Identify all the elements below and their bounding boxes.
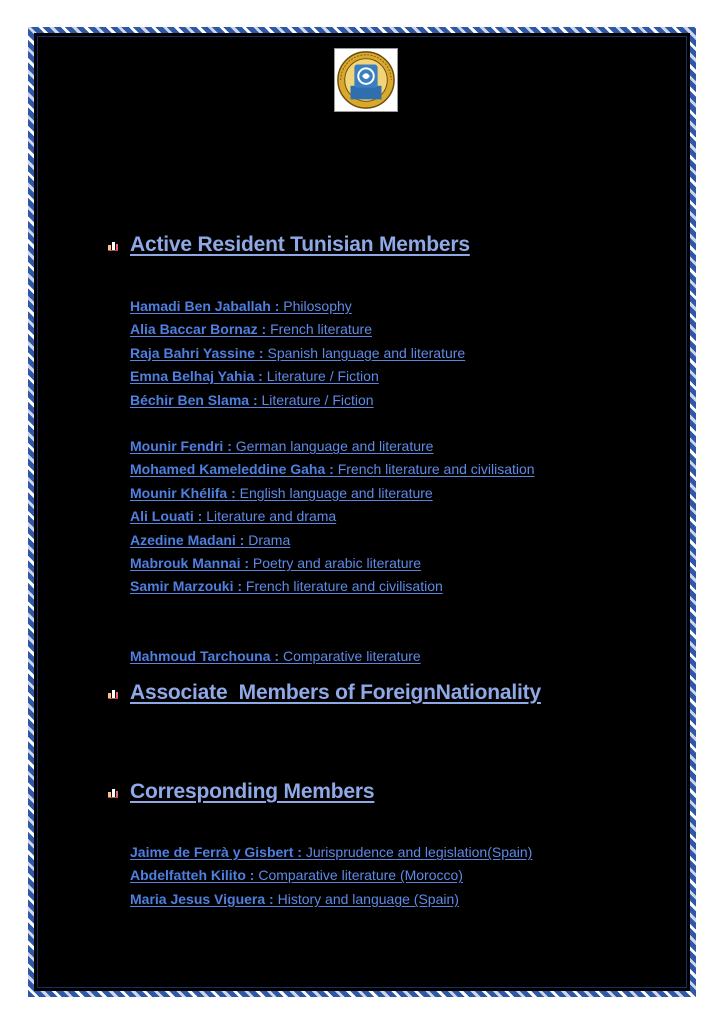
member-name: Samir Marzouki : — [130, 578, 243, 595]
member-field: Philosophy — [283, 298, 352, 314]
section-active-members — [106, 233, 470, 257]
corresponding-members-heading[interactable]: Corresponding Members — [130, 780, 375, 803]
member-name: Ali Louati : — [130, 508, 203, 525]
member-name: Mounir Fendri : — [130, 438, 232, 454]
member-name: Alia Baccar Bornaz : — [130, 321, 267, 338]
member-field: Comparative literature (Morocco) — [258, 867, 463, 884]
member-name: Béchir Ben Slama : — [130, 391, 258, 408]
academy-logo — [334, 48, 398, 112]
section-heading — [106, 233, 470, 257]
member-item[interactable] — [130, 389, 465, 412]
section-heading — [106, 681, 541, 705]
member-item[interactable] — [130, 645, 421, 668]
member-field: English language and literature — [239, 484, 433, 501]
section-heading — [106, 780, 374, 804]
member-item[interactable] — [130, 342, 465, 365]
member-field: Drama — [248, 531, 291, 548]
member-name: Emna Belhaj Yahia : — [130, 368, 263, 385]
active-members-list-2 — [130, 435, 535, 599]
member-item[interactable] — [130, 435, 535, 458]
member-field: Jurisprudence and legislation(Spain) — [305, 844, 533, 860]
member-field: French literature and civilisation — [337, 461, 535, 478]
member-field: Comparative literature — [282, 648, 421, 664]
bullet-icon — [106, 238, 120, 252]
member-item[interactable] — [130, 529, 535, 552]
member-field: History and language (Spain) — [277, 890, 459, 907]
member-item[interactable] — [130, 295, 465, 318]
member-item[interactable] — [130, 864, 532, 887]
section-corresponding-members — [106, 780, 374, 804]
active-members-list-1 — [130, 295, 465, 412]
member-field: Poetry and arabic literature — [252, 554, 421, 571]
bullet-icon — [106, 785, 120, 799]
member-item[interactable] — [130, 841, 532, 864]
member-name: Mabrouk Mannai : — [130, 554, 250, 571]
section-associate-members — [106, 681, 541, 705]
associate-members-heading[interactable]: Associate Members of ForeignNationality — [130, 681, 541, 704]
member-field: Literature / Fiction — [266, 368, 379, 385]
member-item[interactable] — [130, 505, 535, 528]
member-item[interactable] — [130, 552, 535, 575]
member-item[interactable] — [130, 888, 532, 911]
member-item[interactable] — [130, 365, 465, 388]
corresponding-members-list — [130, 841, 532, 911]
member-name: Raja Bahri Yassine : — [130, 344, 264, 361]
member-name: Mounir Khélifa : — [130, 484, 236, 501]
member-item[interactable] — [130, 482, 535, 505]
member-item[interactable] — [130, 575, 535, 598]
member-name: Azedine Madani : — [130, 531, 245, 548]
bullet-icon — [106, 686, 120, 700]
active-members-list-3 — [130, 645, 421, 668]
member-name: Maria Jesus Viguera : — [130, 890, 274, 907]
member-name: Mahmoud Tarchouna : — [130, 648, 280, 664]
member-name: Mohamed Kameleddine Gaha : — [130, 461, 334, 478]
member-field: Literature and drama — [206, 508, 337, 525]
member-item[interactable] — [130, 458, 535, 481]
active-members-heading[interactable]: Active Resident Tunisian Members — [130, 233, 470, 256]
member-field: Spanish language and literature — [267, 344, 466, 361]
member-name: Abdelfatteh Kilito : — [130, 867, 255, 884]
member-item[interactable] — [130, 318, 465, 341]
member-field: French literature — [270, 321, 372, 338]
member-field: French literature and civilisation — [245, 578, 443, 595]
member-name: Jaime de Ferrà y Gisbert : — [130, 844, 302, 860]
member-field: German language and literature — [235, 438, 434, 454]
member-name: Hamadi Ben Jaballah : — [130, 298, 280, 314]
member-field: Literature / Fiction — [261, 391, 374, 408]
